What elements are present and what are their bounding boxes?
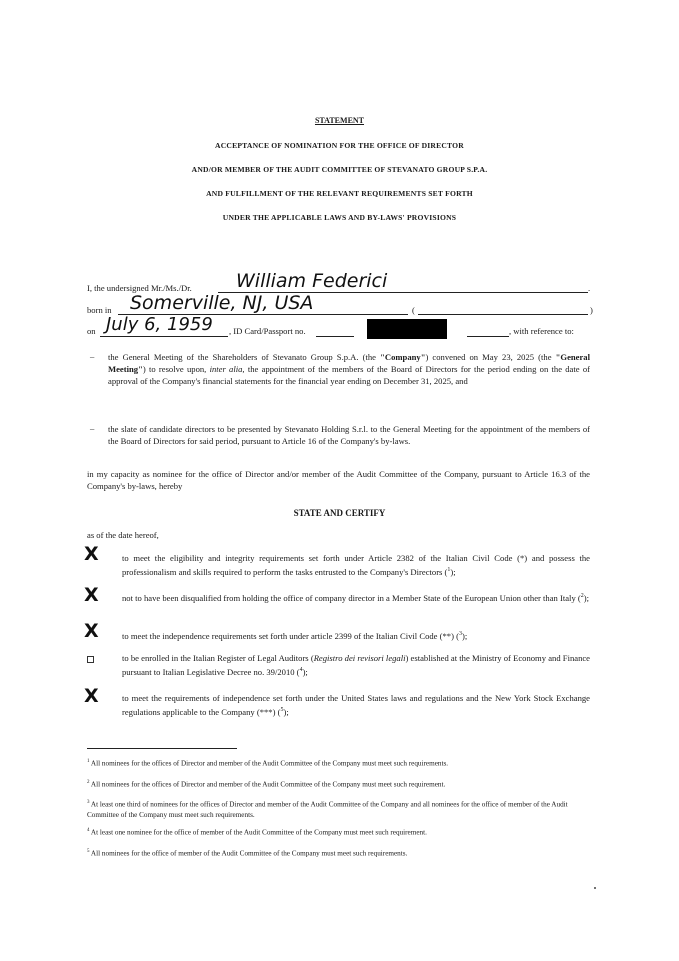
cert5-tail: ); [283, 707, 289, 718]
province-underline [418, 314, 588, 315]
heading-line-4: UNDER THE APPLICABLE LAWS AND BY-LAWS' PROVISIONS [222, 213, 457, 222]
reference-bullet-2: – [90, 423, 95, 433]
footnote-5-num: 5 [87, 849, 90, 854]
id-underline-a [316, 336, 354, 337]
cert5-footnote-ref: 5 [280, 707, 284, 714]
paren-close: ) [590, 305, 593, 315]
certification-4-checkbox[interactable] [87, 656, 94, 663]
ref1-inter-alia: inter alia [209, 364, 243, 375]
cert3-text: to meet the independence requirements set forth under article 2399 of the Italian Civil Code (**) ( [122, 630, 459, 641]
id-underline-b [467, 336, 509, 337]
ref1-text-a: the General Meeting of the Shareholders of Stevanato Group S.p.A. (the [108, 352, 381, 362]
certification-5-check-mark: X [84, 685, 99, 707]
id-label: , ID Card/Passport no. [229, 326, 306, 336]
certification-1 [122, 552, 590, 578]
cert2-text: not to have been disqualified from holding the office of company director in a Member State of the European Union other than Italy ( [122, 592, 581, 603]
heading-line-1: ACCEPTANCE OF NOMINATION FOR THE OFFICE OF DIRECTOR [215, 141, 464, 150]
footnote-3-num: 3 [87, 800, 90, 805]
born-label: born in [87, 305, 112, 315]
footnote-2-num: 2 [87, 780, 90, 785]
ref1-text-b: ) convened on May 23, 2025 (the [425, 352, 556, 362]
cert2-footnote-ref: 2 [580, 593, 584, 599]
handwritten-name: William Federici [236, 270, 388, 292]
redacted-id-number [367, 319, 447, 339]
cert4-tail: ); [302, 667, 308, 678]
certification-2-check-mark: X [84, 584, 99, 606]
document-title: STATEMENT [314, 116, 365, 125]
cert4-text: to be enrolled in the Italian Register of Legal Auditors ( [122, 653, 314, 663]
state-and-certify-heading: STATE AND CERTIFY [293, 508, 386, 518]
handwritten-birthplace: Somerville, NJ, USA [130, 292, 314, 314]
heading-line-2: AND/OR MEMBER OF THE AUDIT COMMITTEE OF STEVANATO GROUP S.P.A. [191, 165, 488, 174]
footnote-4-num: 4 [87, 828, 90, 833]
footnote-5 [87, 846, 595, 859]
certification-1-check-mark: X [84, 543, 99, 565]
reference-item-1 [108, 351, 590, 388]
cert1-text: to meet the eligibility and integrity requirements set forth under Article 2382 of the Italian Civil Code (*) and possess the professionalism and skills required to perform the tasks entrusted to the Company's Directors ( [122, 553, 590, 578]
certification-3 [122, 628, 590, 642]
scan-speck [594, 887, 596, 889]
cert4-footnote-ref: 4 [299, 667, 303, 674]
footnote-4-text: At least one nominee for the office of member of the Audit Committee of the Company must meet such requirement. [90, 828, 427, 837]
certification-3-check-mark: X [84, 620, 99, 642]
name-end-dot: . [588, 283, 591, 293]
cert5-text: to meet the requirements of independence set forth under the United States laws and regulations and the New York Stock Exchange regulations applicable to the Company (***) ( [122, 693, 590, 718]
cert3-tail: ); [461, 630, 468, 641]
footnote-4 [87, 825, 595, 838]
cert4-text-2: ) established at the Ministry of Economy and Finance pursuant to Italian Legislative Decree no. 39/2010 ( [122, 653, 590, 678]
footnote-3-text: At least one third of nominees for the offices of Director and member of the Audit Committee of the Company and all nominees for the office of member of the Audit Committee of the Company must meet such requirements. [87, 800, 568, 820]
certification-4 [122, 652, 590, 678]
cert1-footnote-ref: 1 [447, 567, 451, 574]
undersigned-label: I, the undersigned Mr./Ms./Dr. [87, 283, 192, 293]
certification-5 [122, 692, 590, 718]
cert4-register-name: Registro dei revisori legali [313, 653, 406, 663]
heading-line-3: AND FULFILLMENT OF THE RELEVANT REQUIREMENTS SET FORTH [206, 189, 473, 198]
on-label: on [87, 326, 96, 336]
footnote-5-text: All nominees for the office of member of the Audit Committee of the Company must meet such requirements. [90, 849, 408, 858]
footnote-1-num: 1 [87, 759, 90, 764]
reference-item-2: the slate of candidate directors to be presented by Stevanato Holding S.r.l. to the General Meeting for the appointment of the members of the Board of Directors for said period, pursuant to Article 16 of the Company's by-laws. [108, 424, 590, 447]
ref1-general-meeting: "General Meeting" [108, 352, 590, 375]
certification-2 [122, 590, 590, 604]
footnote-3 [87, 797, 595, 821]
ref1-company: "Company" [380, 352, 426, 362]
footnote-rule [87, 748, 237, 749]
as-of-text: as of the date hereof, [87, 530, 159, 540]
footnote-1-text: All nominees for the offices of Director and member of the Audit Committee of the Company must meet such requirements. [90, 759, 449, 768]
ref1-text-d: , the appointment of the members of the Board of Directors for the period ending on the date of approval of the Company's financial statements for the financial year ending on December 31, 2025, and [108, 364, 590, 387]
footnote-1 [87, 756, 595, 769]
handwritten-birth-date: July 6, 1959 [106, 314, 213, 335]
reference-bullet-1: – [90, 351, 95, 361]
reference-label: , with reference to: [509, 326, 574, 336]
paren-open: ( [412, 305, 415, 315]
date-underline [100, 336, 228, 337]
footnote-2 [87, 777, 595, 790]
ref1-text-c: ) to resolve upon, [142, 364, 210, 375]
cert2-tail: ); [583, 592, 590, 603]
capacity-paragraph: in my capacity as nominee for the office of Director and/or member of the Audit Committee of the Company, pursuant to Article 16.3 of the Company's by-laws, hereby [87, 469, 590, 492]
cert1-tail: ); [450, 567, 456, 578]
cert3-footnote-ref: 3 [458, 631, 462, 637]
footnote-2-text: All nominees for the offices of Director and member of the Audit Committee of the Company must meet such requirement. [90, 780, 446, 789]
